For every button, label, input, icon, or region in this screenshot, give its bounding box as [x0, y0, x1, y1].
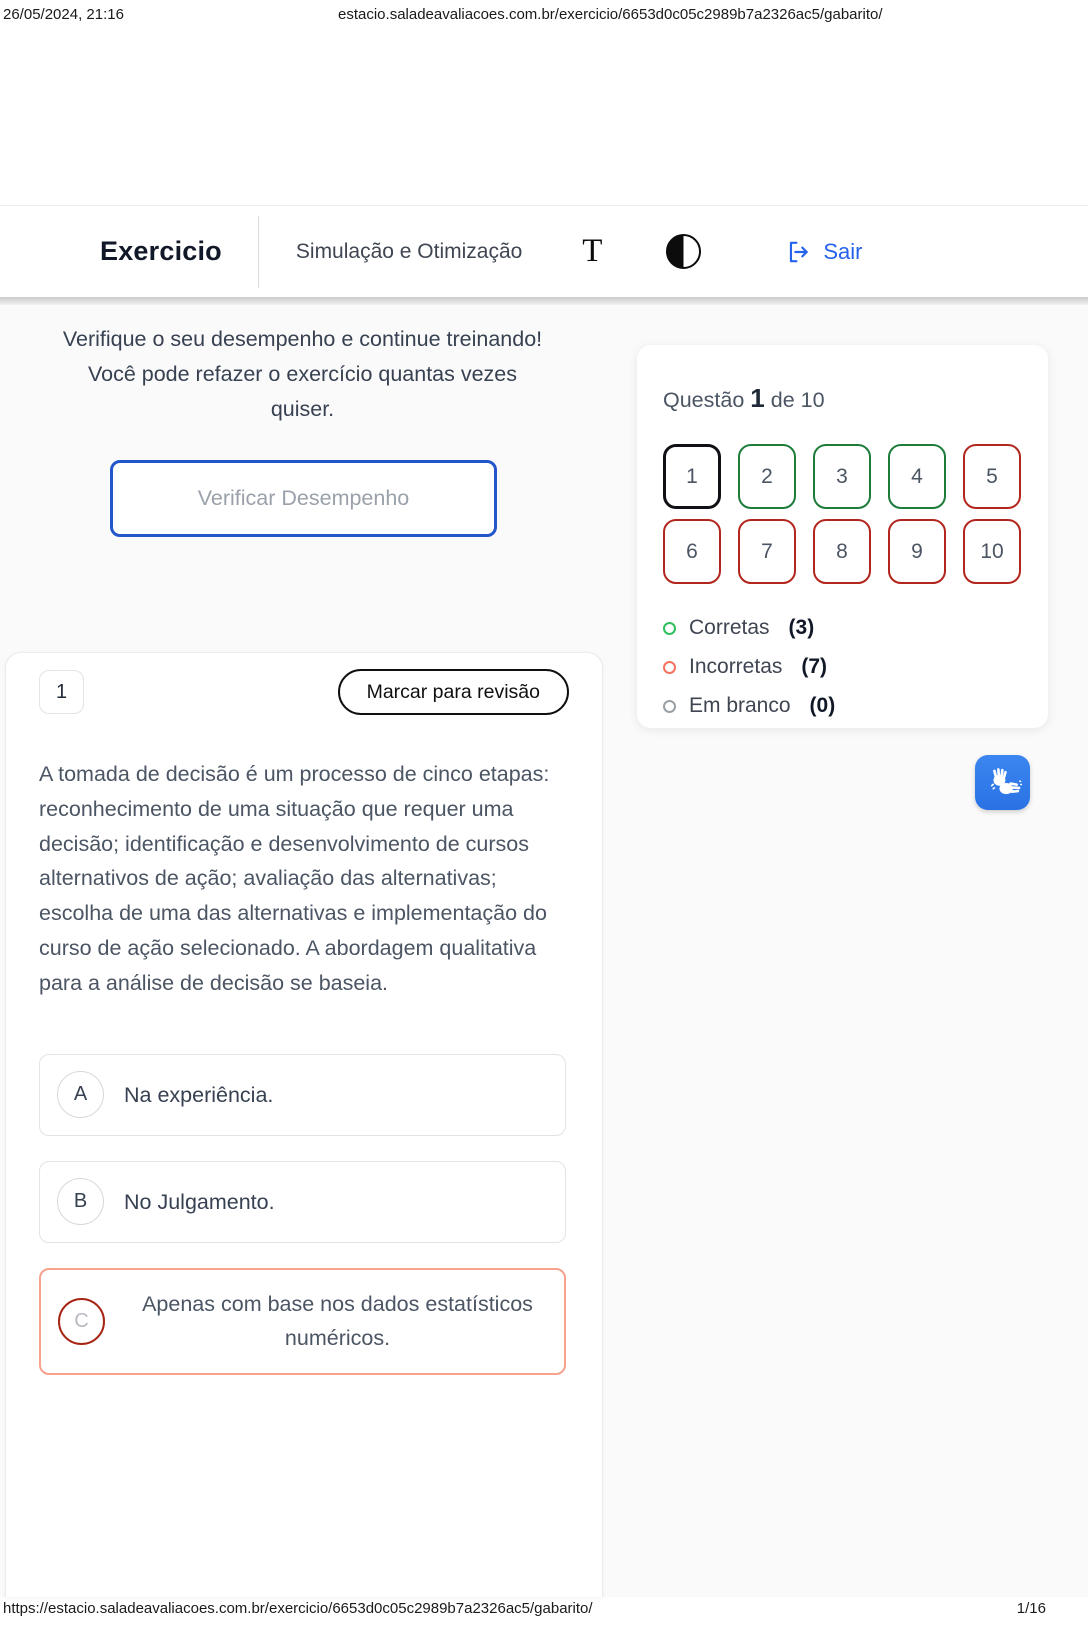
question-nav-button-1[interactable]: 1 — [663, 444, 721, 509]
question-nav-button-10[interactable]: 10 — [963, 519, 1021, 584]
app-title: Exercicio — [100, 236, 222, 266]
legend-correct — [663, 616, 1022, 640]
question-card-header — [39, 669, 569, 715]
question-nav-button-9[interactable]: 9 — [888, 519, 946, 584]
question-card — [5, 652, 603, 1597]
question-nav-button-5[interactable]: 5 — [963, 444, 1021, 509]
question-navigator-panel — [637, 345, 1048, 728]
question-nav-button-7[interactable]: 7 — [738, 519, 796, 584]
question-counter-current: 1 — [750, 383, 765, 413]
correct-dot-icon — [663, 622, 676, 635]
legend-incorrect-count: (7) — [801, 655, 828, 678]
print-page-number: 1/16 — [1016, 1600, 1046, 1617]
option-a-label: Na experiência. — [124, 1082, 274, 1107]
incorrect-dot-icon — [663, 661, 676, 674]
question-nav-button-4[interactable]: 4 — [888, 444, 946, 509]
logout-button[interactable] — [785, 239, 862, 265]
question-counter-prefix: Questão — [663, 388, 745, 412]
option-b-letter-circle: B — [57, 1178, 104, 1225]
logout-label: Sair — [823, 238, 863, 264]
options-list — [39, 1054, 566, 1375]
option-c-letter-circle: C — [58, 1298, 105, 1345]
vlibras-accessibility-button[interactable] — [975, 755, 1030, 810]
question-number-grid — [663, 444, 1022, 584]
legend-blank-count: (0) — [809, 694, 836, 717]
course-title: Simulação e Otimização — [295, 239, 523, 263]
mark-for-review-button[interactable]: Marcar para revisão — [338, 669, 569, 715]
results-legend — [663, 616, 1022, 718]
legend-blank — [663, 694, 1022, 718]
option-b-label: No Julgamento. — [124, 1189, 275, 1214]
option-b[interactable] — [39, 1161, 566, 1243]
question-nav-button-8[interactable]: 8 — [813, 519, 871, 584]
legend-correct-count: (3) — [788, 616, 815, 639]
question-number-badge: 1 — [39, 670, 84, 714]
navbar — [0, 205, 1088, 297]
font-size-icon[interactable]: T — [582, 233, 603, 269]
legend-incorrect — [663, 655, 1022, 679]
question-nav-button-2[interactable]: 2 — [738, 444, 796, 509]
option-a[interactable] — [39, 1054, 566, 1136]
verify-performance-button[interactable]: Verificar Desempenho — [110, 460, 497, 537]
question-counter-suffix: de 10 — [770, 388, 825, 412]
question-counter — [663, 383, 1022, 414]
question-nav-button-6[interactable]: 6 — [663, 519, 721, 584]
blank-dot-icon — [663, 700, 676, 713]
navbar-shadow — [0, 297, 1088, 305]
question-text: A tomada de decisão é um processo de cinco etapas: reconhecimento de uma situação que requer uma decisão; identificação e desenvolvimento de cursos alternativos de ação; avaliação das alternativas; escolha de uma das alternativas e implementação do curso de ação selecionado. A abordagem qualitativa para a análise de decisão se baseia. — [39, 762, 550, 995]
legend-blank-label: Em branco — [689, 694, 791, 717]
print-datetime: 26/05/2024, 21:16 — [3, 6, 124, 23]
print-url: estacio.saladeavaliacoes.com.br/exercicio/6653d0c05c2989b7a2326ac5/gabarito/ — [338, 6, 883, 23]
legend-incorrect-label: Incorretas — [689, 655, 783, 678]
question-nav-button-3[interactable]: 3 — [813, 444, 871, 509]
option-c-selected-incorrect[interactable] — [39, 1268, 566, 1375]
contrast-toggle-icon[interactable] — [666, 234, 701, 269]
print-footer-url: https://estacio.saladeavaliacoes.com.br/exercicio/6653d0c05c2989b7a2326ac5/gabarito/ — [3, 1600, 593, 1617]
logout-icon — [785, 239, 811, 265]
legend-correct-label: Corretas — [689, 616, 770, 639]
performance-intro-text: Verifique o seu desempenho e continue treinando! Você pode refazer o exercício quantas vezes quiser. — [62, 327, 543, 421]
sign-language-hands-icon — [984, 764, 1022, 802]
option-c-label: Apenas com base nos dados estatísticos numéricos. — [142, 1292, 533, 1351]
nav-divider — [258, 216, 259, 288]
option-a-letter-circle: A — [57, 1071, 104, 1118]
